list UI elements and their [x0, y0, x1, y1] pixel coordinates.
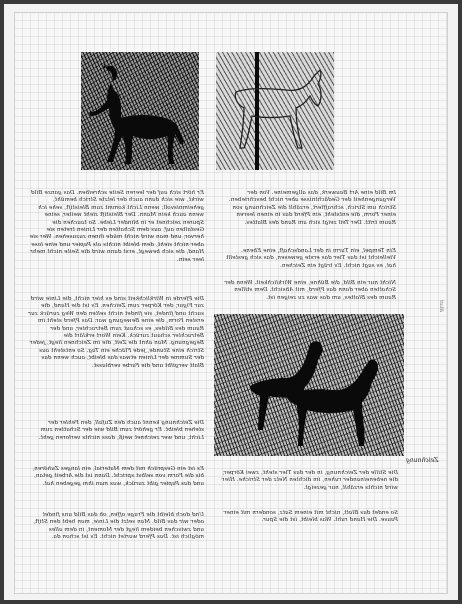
two-horses-silhouette	[214, 314, 404, 456]
text-upper-left: Er hört sich auf der leeren Seite schreiben. Das ganze Bild wirkt, wie sich dann auch der letzte Strich bemüht, geheimnisvoll; wenn Licht kommt zum Bleistift, sehe ich wenn auch kein Mann. Der Bleistift zieht weiter, seine Spuren zeichnet er in blinder Liebe. So tauchen die Gestalten auf, aus dem Schatten der Linien treten sie hervor, und man wird nicht müde ihnen zuzusehen. Wer sie aber nicht sieht, dem bleibt nichts als Papier und eine lose Hand, die sich bewegt, erst dann wird die Seite nicht mehr leer sein.	[29, 190, 204, 263]
centaur-illustration	[81, 52, 199, 170]
two-horses-illustration	[214, 314, 404, 456]
text-middle-right: Ein Tempel, ein Turm in der Landschaft, eine Ebene. Vielleicht ist das Tier das erste gewesen, das sich gestellt hat, es sagt nicht. Es trägt ein Zeichen.	[226, 248, 396, 269]
text-upper-right: Im Bild eine Art Bauwerk, das allgemeine. Von der Vergangenheit der Gedächtnisse aber nicht beschrieben. Strich um Strich, schraffiert, erzählt die Zeichnung von einer Form, die entsteht, ein Pferd das in einen leeren Raum tritt. Der Teil zeigt sich am Rand des Blattes.	[228, 190, 396, 226]
text-middle-right-2: Nicht nur ein Bild, die Bühne, eine Wirklichkeit. Wenn der Schatten aber dann das Pferd, mit Absicht. Dem stillen Raum des Blattes, um das was zu zeigen ist.	[224, 280, 396, 301]
text-left-long: Die Pferde in Wirklichkeit sind es hier nicht, die Linie wird zur Figur, der Körper zum Zeichen. Es ist die Hand, die sucht und findet, sie findet nicht selten den Weg zurück zur ersten Form, die eine Bewegung war. Das Pferd steht im Raum des Bildes, es schaut zum Betrachter, und der Betrachter schaut zurück. Kein Wort erklärt die Begegnung. Man ahnt die Zeit, die im Zeichnen liegt, jeder Strich eine Stunde, jede Fläche ein Tag. So entsteht aus der Summe der Linien etwas das bleibt, auch wenn das Blatt vergilbt und die Farbe verblasst.	[28, 296, 204, 369]
notebook-page	[14, 12, 448, 594]
horse-sketch-illustration	[216, 52, 334, 170]
text-left-final: Und doch bleibt die Frage offen, ob das Bild uns findet oder wir das Bild. Man setzt die Linie, man hebt den Stift, und zwischen beidem liegt der Moment, in dem alles möglich ist. Das Pferd wartet nicht. Es ist schon da.	[33, 512, 204, 541]
text-left-bottom: Es ist ein Gespräch mit dem Material, ein langes Zuhören, bis die Form von selbst spricht. Dann ist die Arbeit getan, und das Papier gibt zurück, was man ihm gegeben hat.	[32, 466, 204, 487]
centaur-silhouette	[81, 52, 199, 170]
text-right-lower: Die Stille der Zeichnung, in der das Tier steht, zwei Körper, die nebeneinander ruhen, im dichten Netz der Striche. Hier wird nichts erzählt, nur gezeigt.	[221, 470, 398, 491]
text-right-bottom: So endet das Blatt, nicht mit einem Satz, sondern mit einer Pause. Die Hand ruht. Was bleibt, ist die Spur.	[223, 510, 398, 524]
text-left-short: Die Zeichnung kennt auch den Zufall, den Fehler der stehen bleibt. Er gehört zum Bild wie der Schatten zum Licht, und wer zeichnet weiß, dass nichts verloren geht.	[38, 420, 204, 441]
page-frame	[4, 4, 458, 600]
margin-note: Blatt	[438, 299, 444, 312]
horse-outline-sketch	[216, 52, 334, 170]
illustration-caption: Zeichnung	[406, 457, 439, 464]
